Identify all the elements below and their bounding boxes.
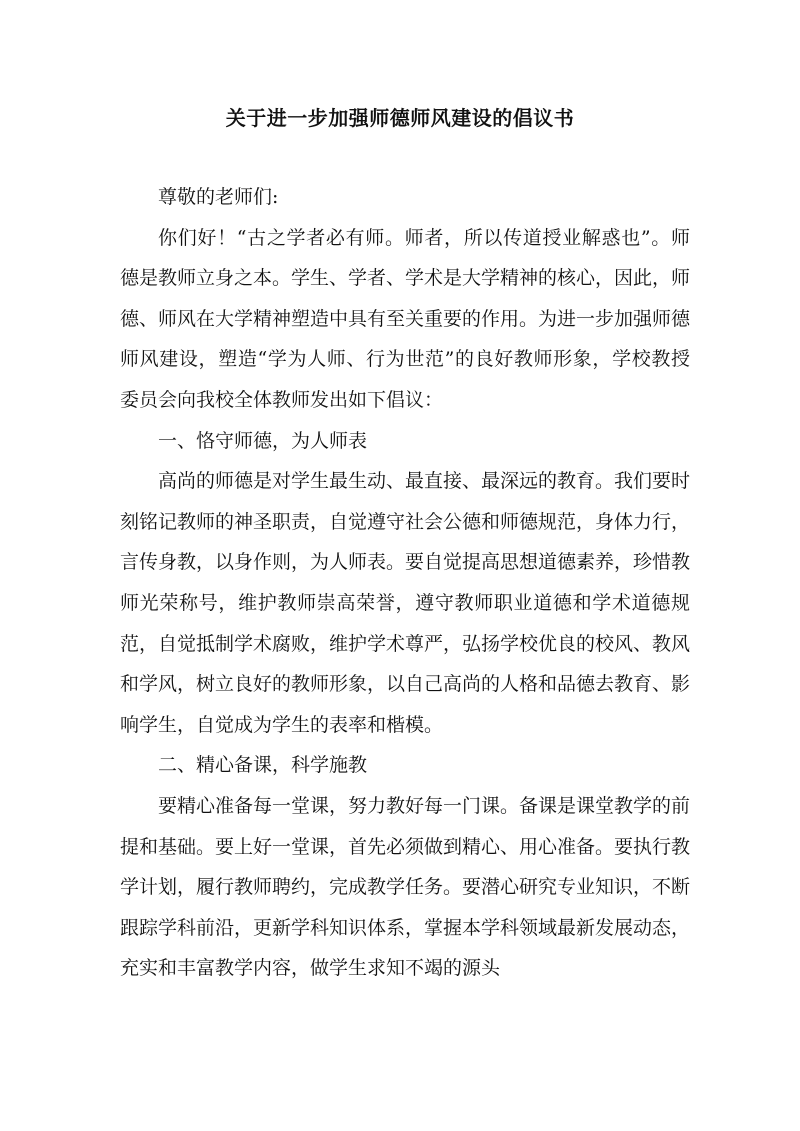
section-body-2: 要精心准备每一堂课，努力教好每一门课。备课是课堂教学的前提和基础。要上好一堂课，首先必须做到精心、用心准备。要执行教学计划，履行教师聘约，完成教学任务。要潜心研究专业知识，不断跟踪学科前沿，更新学科知识体系，掌握本学科领域最新发展动态，充实和丰富教学内容，做学生求知不竭的源头: [120, 794, 691, 980]
salutation: 尊敬的老师们:: [158, 186, 279, 208]
document-title: 关于进一步加强师德师风建设的倡议书: [225, 106, 575, 130]
intro-paragraph: 你们好！“古之学者必有师。师者，所以传道授业解惑也”。师德是教师立身之本。学生、学者、学术是大学精神的核心，因此，师德、师风在大学精神塑造中具有至关重要的作用。为进一步加强师德师风建设，塑造“学为人师、行为世范”的良好教师形象，学校教授委员会向我校全体教师发出如下倡议：: [120, 226, 691, 411]
section-body-1: 高尚的师德是对学生最生动、最直接、最深远的教育。我们要时刻铭记教师的神圣职责，自觉遵守社会公德和师德规范，身体力行，言传身教，以身作则，为人师表。要自觉提高思想道德素养，珍惜教师光荣称号，维护教师崇高荣誉，遵守教师职业道德和学术道德规范，自觉抵制学术腐败，维护学术尊严，弘扬学校优良的校风、教风和学风，树立良好的教师形象，以自己高尚的人格和品德去教育、影响学生，自觉成为学生的表率和楷模。: [120, 470, 691, 736]
document-body: [120, 177, 690, 989]
section-heading-1: 一、恪守师德，为人师表: [158, 429, 368, 452]
section-heading-2: 二、精心备课，科学施教: [158, 754, 368, 777]
